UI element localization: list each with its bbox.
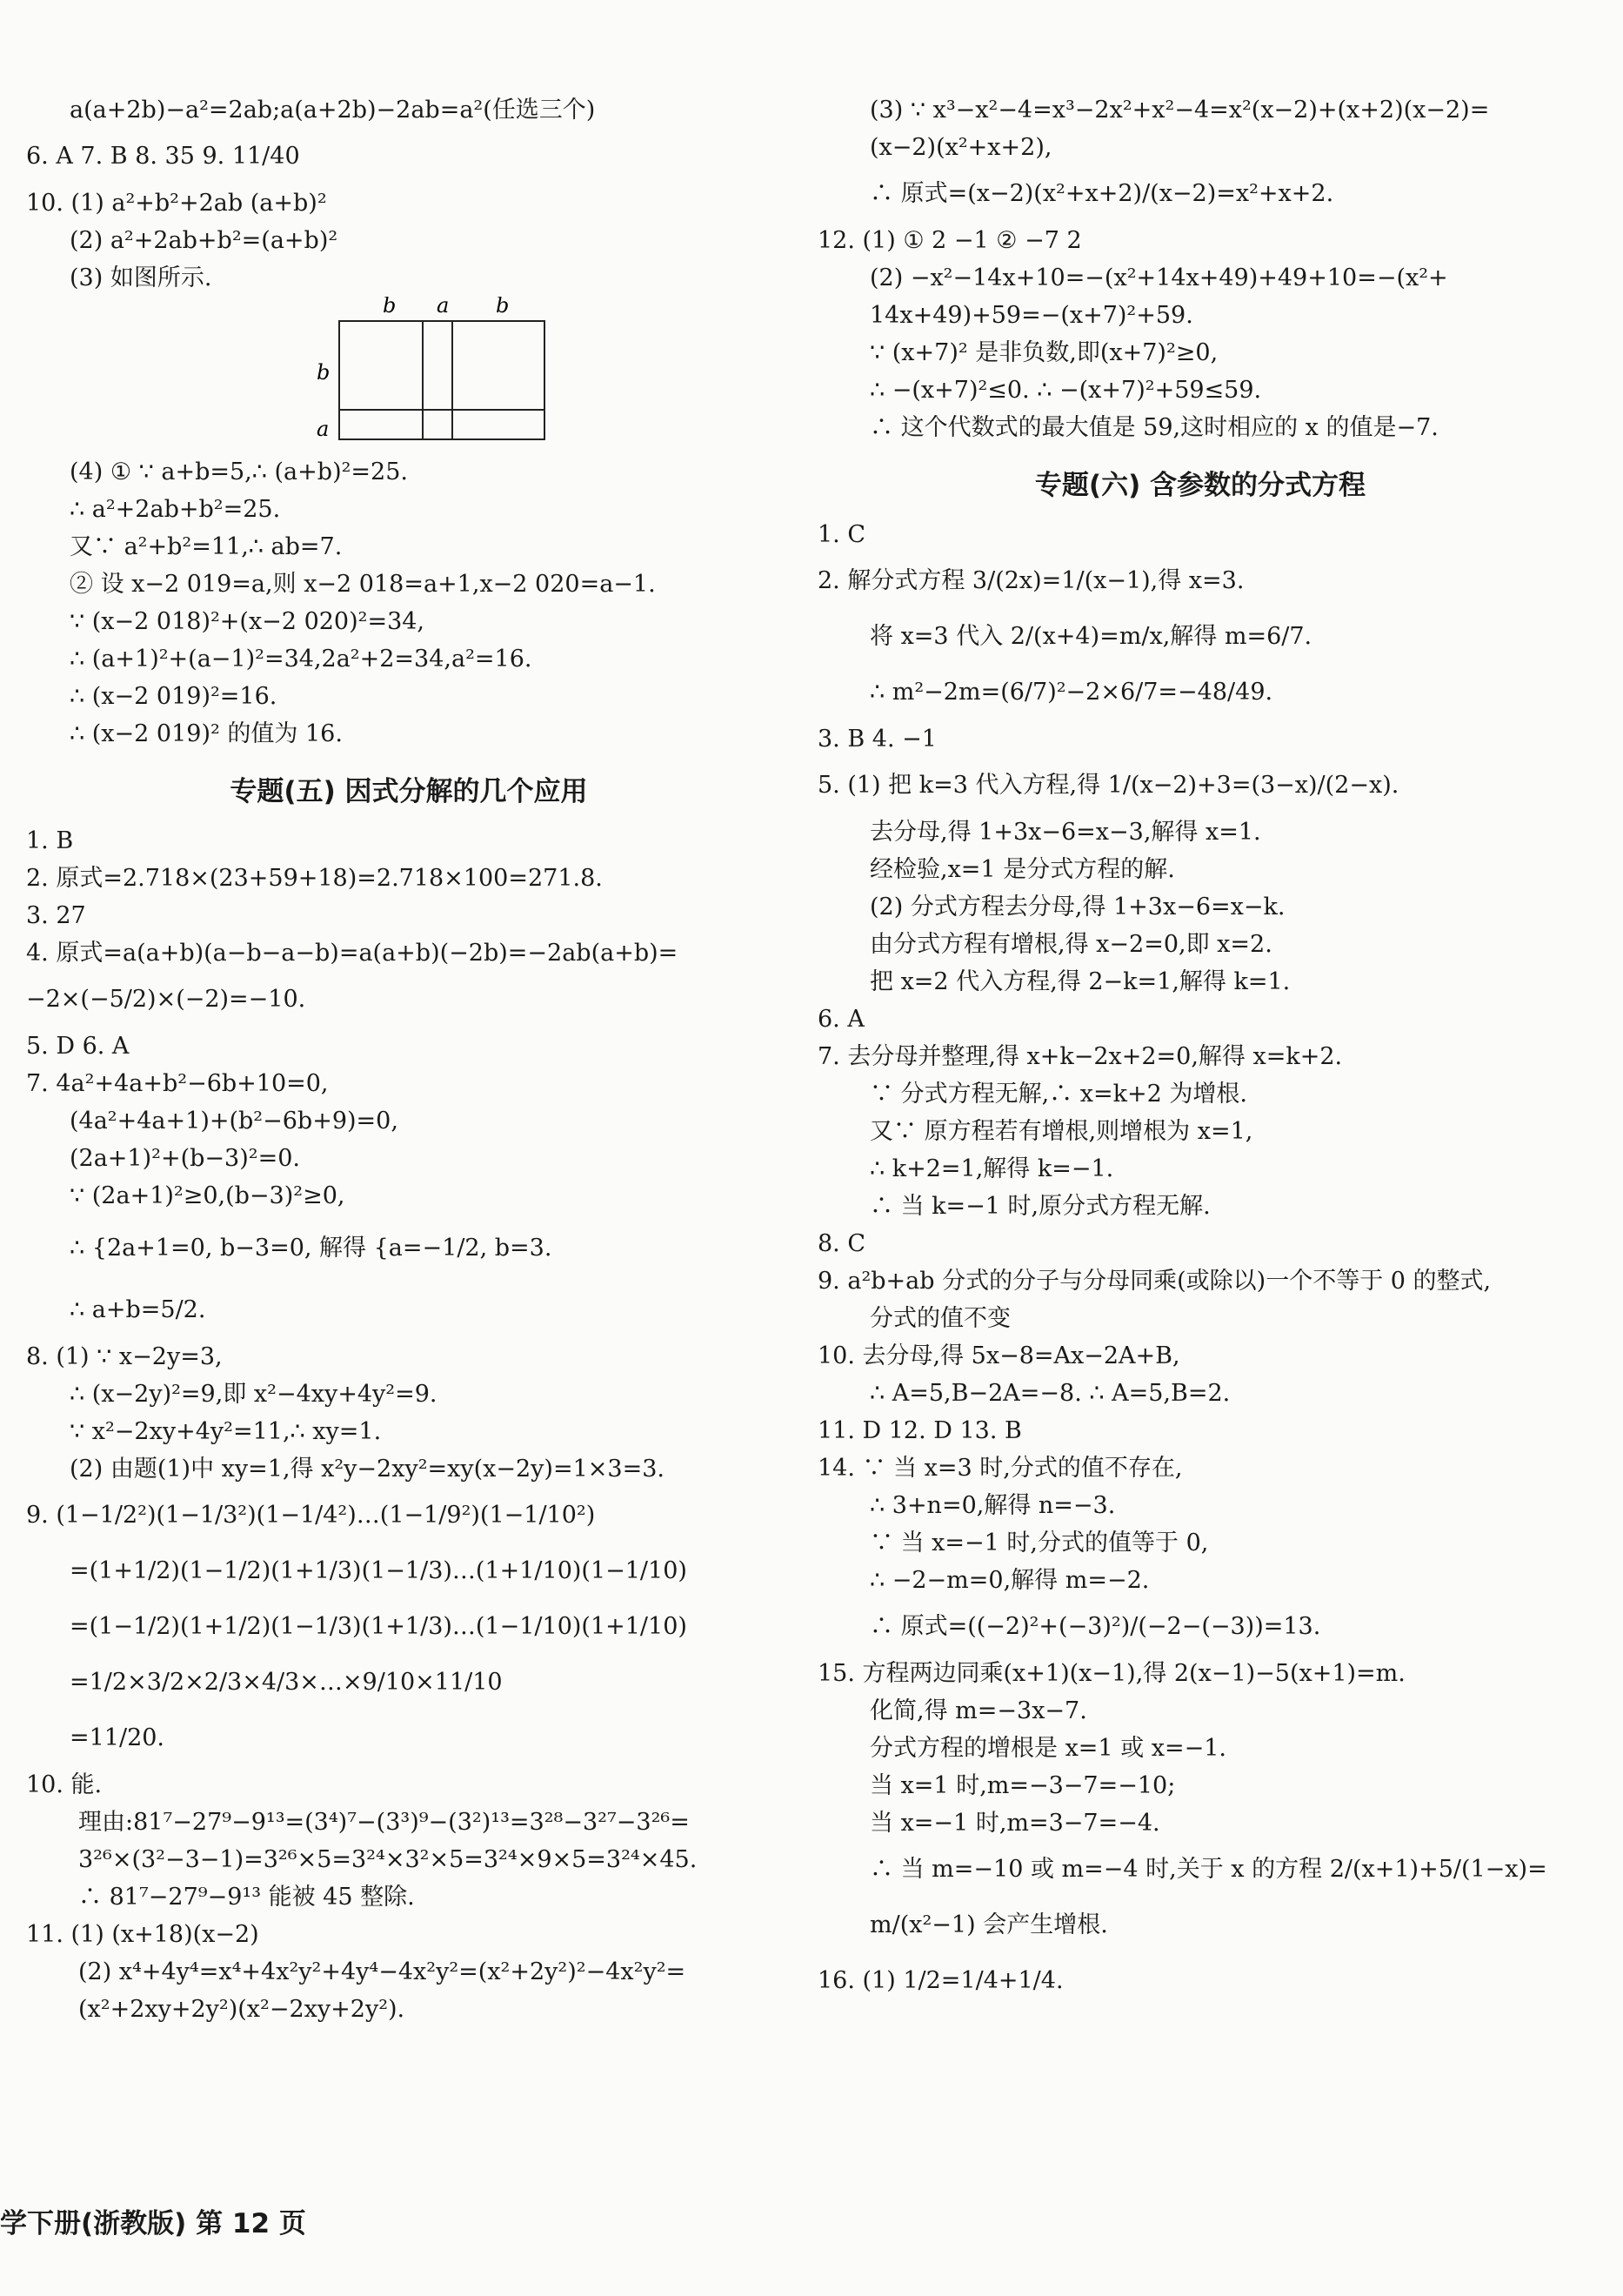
answer-line: 2. 原式=2.718×(23+59+18)=2.718×100=271.8. — [26, 865, 603, 892]
answer-line: (3) ∵ x³−x²−4=x³−2x²+x²−4=x²(x−2)+(x+2)(x−2)= — [870, 97, 1490, 124]
area-figure — [304, 297, 791, 453]
answer-line: m/(x²−1) 会产生增根. — [870, 1911, 1108, 1938]
answer-line: ∴ (a+1)²+(a−1)²=34,2a²+2=34,a²=16. — [70, 646, 532, 673]
answer-line: (3) 如图所示. — [70, 264, 212, 291]
left-column — [26, 91, 791, 2028]
answer-line: ∴ a+b=5/2. — [70, 1296, 206, 1323]
label-b: b — [317, 360, 331, 385]
answer-line: 8. C — [818, 1230, 866, 1257]
answer-line: ∴ 这个代数式的最大值是 59,这时相应的 x 的值是−7. — [870, 414, 1439, 441]
answer-line: 10. (1) a²+b²+2ab (a+b)² — [26, 190, 327, 217]
answer-line: 又∵ 原方程若有增根,则增根为 x=1, — [870, 1118, 1253, 1145]
answer-line: 去分母,得 1+3x−6=x−3,解得 x=1. — [870, 819, 1261, 846]
answer-line: 9. a²b+ab 分式的分子与分母同乘(或除以)一个不等于 0 的整式, — [818, 1268, 1492, 1295]
answer-line: 由分式方程有增根,得 x−2=0,即 x=2. — [870, 931, 1272, 958]
answer-line: ∴ 原式=(x−2)(x²+x+2)/(x−2)=x²+x+2. — [870, 180, 1334, 207]
answer-line: 理由:81⁷−27⁹−9¹³=(3⁴)⁷−(3³)⁹−(3²)¹³=3²⁸−3²⁷−3²⁶= — [78, 1809, 690, 1836]
answer-line: 当 x=1 时,m=−3−7=−10; — [870, 1772, 1176, 1799]
answer-line: 14x+49)+59=−(x+7)²+59. — [870, 302, 1193, 329]
answer-line: ∴ −2−m=0,解得 m=−2. — [870, 1567, 1150, 1594]
label-a: a — [437, 297, 450, 318]
answer-line: 11. D 12. D 13. B — [818, 1417, 1022, 1444]
answer-line: (2) −x²−14x+10=−(x²+14x+49)+49+10=−(x²+ — [870, 264, 1448, 291]
answer-line: 2. 解分式方程 3/(2x)=1/(x−1),得 x=3. — [818, 567, 1245, 594]
answer-line: (2a+1)²+(b−3)²=0. — [70, 1145, 300, 1172]
answer-line: ∴ 当 k=−1 时,原分式方程无解. — [870, 1193, 1211, 1220]
answer-line: 6. A 7. B 8. 35 9. 11/40 — [26, 143, 300, 170]
answer-line: =11/20. — [70, 1724, 165, 1751]
answer-line: ∴ (x−2 019)² 的值为 16. — [70, 720, 343, 747]
answer-line: 15. 方程两边同乘(x+1)(x−1),得 2(x−1)−5(x+1)=m. — [818, 1660, 1406, 1687]
answer-line: =(1−1/2)(1+1/2)(1−1/3)(1+1/3)…(1−1/10)(1+1/10) — [70, 1613, 687, 1640]
answer-line: 5. D 6. A — [26, 1033, 130, 1060]
section-title: 专题(五) 因式分解的几个应用 — [230, 776, 588, 807]
answer-line: ∵ 当 x=−1 时,分式的值等于 0, — [870, 1530, 1209, 1556]
answer-line: 16. (1) 1/2=1/4+1/4. — [818, 1967, 1064, 1994]
answer-line: 3. 27 — [26, 902, 86, 929]
answer-line: ∴ 原式=((−2)²+(−3)²)/(−2−(−3))=13. — [870, 1613, 1321, 1640]
answer-line: ∴ A=5,B−2A=−8. ∴ A=5,B=2. — [870, 1380, 1231, 1407]
answer-line: ∴ a²+2ab+b²=25. — [70, 496, 281, 523]
answer-line: 7. 4a²+4a+b²−6b+10=0, — [26, 1070, 329, 1097]
answer-line: 1. C — [818, 521, 866, 548]
answer-line: ∴ (x−2 019)²=16. — [70, 683, 277, 710]
answer-line: ∴ (x−2y)²=9,即 x²−4xy+4y²=9. — [70, 1381, 437, 1408]
answer-line: a(a+2b)−a²=2ab;a(a+2b)−2ab=a²(任选三个) — [70, 97, 596, 124]
answer-line: 分式方程的增根是 x=1 或 x=−1. — [870, 1735, 1227, 1762]
answer-line: ∵ (x+7)² 是非负数,即(x+7)²≥0, — [870, 339, 1219, 366]
answer-line: ∴ 81⁷−27⁹−9¹³ 能被 45 整除. — [78, 1884, 415, 1911]
rectangle-diagram — [304, 297, 565, 453]
right-column — [818, 91, 1583, 2009]
answer-line: 4. 原式=a(a+b)(a−b−a−b)=a(a+b)(−2b)=−2ab(a+b)= — [26, 940, 678, 967]
answer-line: 3. B 4. −1 — [818, 726, 937, 753]
answer-line: 5. (1) 把 k=3 代入方程,得 1/(x−2)+3=(3−x)/(2−x). — [818, 772, 1399, 799]
answer-line: 10. 去分母,得 5x−8=Ax−2A+B, — [818, 1342, 1180, 1369]
answer-line: (2) 分式方程去分母,得 1+3x−6=x−k. — [870, 894, 1286, 920]
answer-line: 经检验,x=1 是分式方程的解. — [870, 856, 1175, 883]
answer-line: ② 设 x−2 019=a,则 x−2 018=a+1,x−2 020=a−1. — [70, 571, 656, 598]
answer-line: ∵ (2a+1)²≥0,(b−3)²≥0, — [70, 1182, 345, 1209]
answer-line: 把 x=2 代入方程,得 2−k=1,解得 k=1. — [870, 968, 1291, 995]
answer-line: (2) a²+2ab+b²=(a+b)² — [70, 227, 338, 254]
answer-line: =1/2×3/2×2/3×4/3×…×9/10×11/10 — [70, 1669, 503, 1696]
answer-line: 14. ∵ 当 x=3 时,分式的值不存在, — [818, 1455, 1183, 1482]
answer-line: ∴ k+2=1,解得 k=−1. — [870, 1155, 1114, 1182]
answer-line: ∴ −(x+7)²≤0. ∴ −(x+7)²+59≤59. — [870, 377, 1262, 404]
section-title: 专题(六) 含参数的分式方程 — [1034, 470, 1366, 501]
answer-line: 7. 去分母并整理,得 x+k−2x+2=0,解得 x=k+2. — [818, 1043, 1343, 1070]
answer-line: ∴ 当 m=−10 或 m=−4 时,关于 x 的方程 2/(x+1)+5/(1−x)= — [870, 1856, 1547, 1883]
answer-line: ∵ x²−2xy+4y²=11,∴ xy=1. — [70, 1418, 382, 1445]
answer-line: 8. (1) ∵ x−2y=3, — [26, 1343, 223, 1370]
answer-line: 6. A — [818, 1006, 865, 1033]
outer-rect — [339, 321, 544, 439]
answer-line: 化简,得 m=−3x−7. — [870, 1697, 1087, 1724]
answer-line: 当 x=−1 时,m=3−7=−4. — [870, 1810, 1160, 1837]
answer-line: 1. B — [26, 827, 74, 854]
answer-line: =(1+1/2)(1−1/2)(1+1/3)(1−1/3)…(1+1/10)(1−1/10) — [70, 1557, 687, 1584]
answer-line: 又∵ a²+b²=11,∴ ab=7. — [70, 533, 343, 560]
answer-line: ∴ {2a+1=0, b−3=0, 解得 {a=−1/2, b=3. — [70, 1235, 552, 1262]
page-footer: 学下册(浙教版) 第 12 页 — [0, 2208, 306, 2239]
answer-line: (x−2)(x²+x+2), — [870, 134, 1052, 161]
answer-line: −2×(−5/2)×(−2)=−10. — [26, 986, 306, 1013]
answer-line: 分式的值不变 — [870, 1305, 1011, 1332]
answer-line: ∵ (x−2 018)²+(x−2 020)²=34, — [70, 608, 425, 635]
answer-line: (2) x⁴+4y⁴=x⁴+4x²y²+4y⁴−4x²y²=(x²+2y²)²−4x²y²= — [78, 1958, 686, 1985]
answer-line: (4) ① ∵ a+b=5,∴ (a+b)²=25. — [70, 459, 408, 485]
label-b: b — [496, 297, 510, 318]
answer-line: 将 x=3 代入 2/(x+4)=m/x,解得 m=6/7. — [870, 623, 1312, 650]
answer-line: ∵ 分式方程无解,∴ x=k+2 为增根. — [870, 1081, 1247, 1108]
answer-line: 3²⁶×(3²−3−1)=3²⁶×5=3²⁴×3²×5=3²⁴×9×5=3²⁴×45. — [78, 1846, 698, 1873]
answer-line: 11. (1) (x+18)(x−2) — [26, 1921, 259, 1948]
answer-line: 10. 能. — [26, 1771, 103, 1798]
answer-line: 12. (1) ① 2 −1 ② −7 2 — [818, 227, 1082, 254]
answer-line: ∴ m²−2m=(6/7)²−2×6/7=−48/49. — [870, 679, 1273, 706]
answer-line: ∴ 3+n=0,解得 n=−3. — [870, 1492, 1116, 1519]
label-a: a — [317, 417, 330, 441]
label-b: b — [383, 297, 397, 318]
answer-line: (4a²+4a+1)+(b²−6b+9)=0, — [70, 1108, 398, 1135]
answer-line: 9. (1−1/2²)(1−1/3²)(1−1/4²)…(1−1/9²)(1−1/10²) — [26, 1502, 596, 1529]
answer-line: (2) 由题(1)中 xy=1,得 x²y−2xy²=xy(x−2y)=1×3=3. — [70, 1456, 665, 1483]
answer-line: (x²+2xy+2y²)(x²−2xy+2y²). — [78, 1996, 405, 2023]
